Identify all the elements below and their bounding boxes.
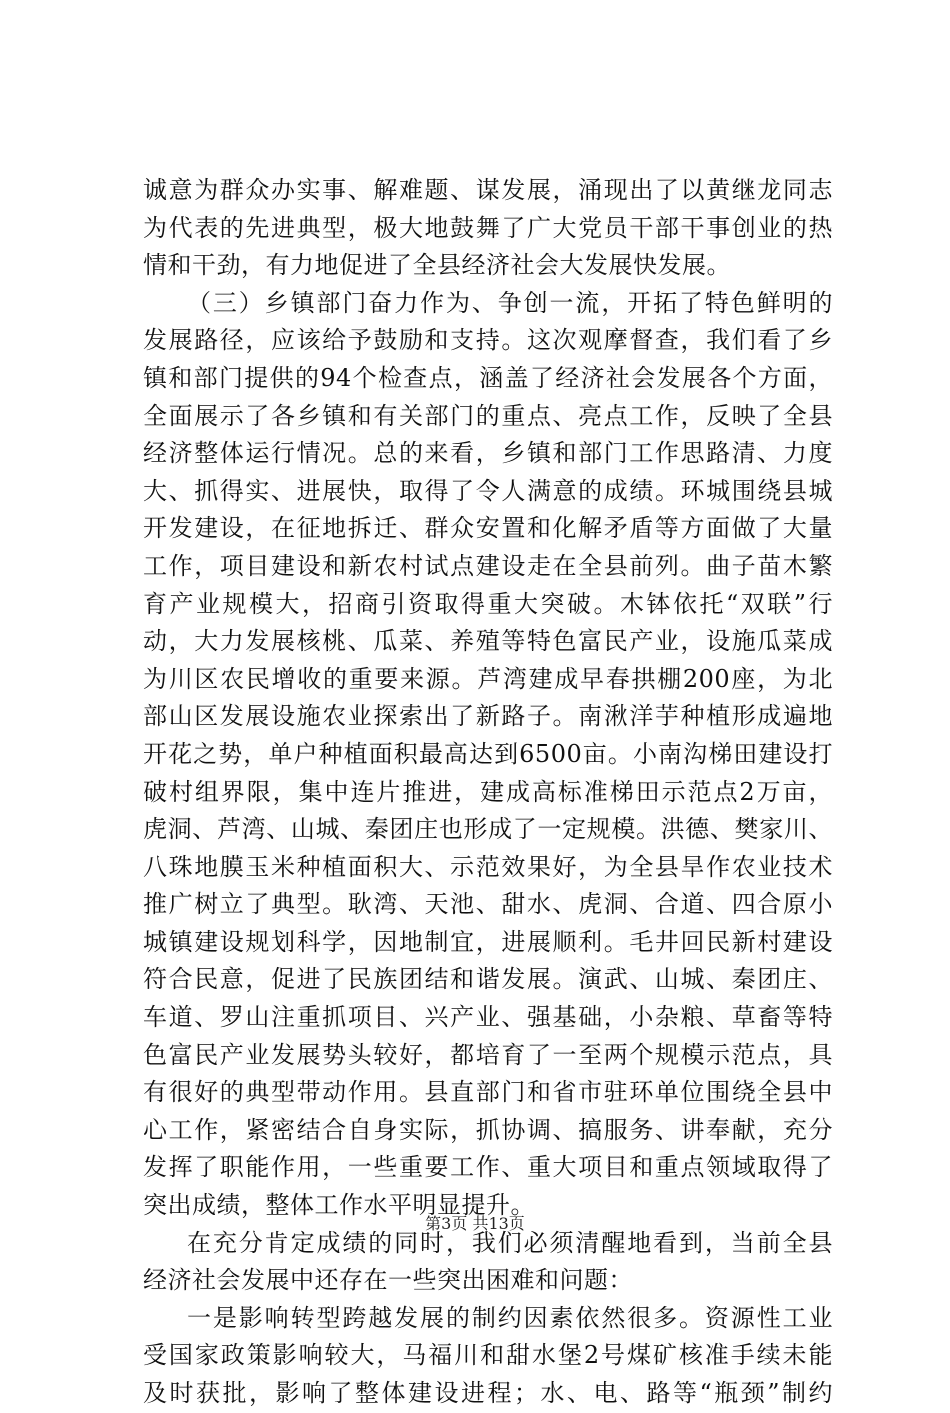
text-line: 符合民意，促进了民族团结和谐发展。演武、山城、秦团庄、 xyxy=(143,965,833,994)
text-line: 诚意为群众办实事、解难题、谋发展，涌现出了以黄继龙同志 xyxy=(143,176,833,204)
text-line: 心工作，紧密结合自身实际，抓协调、搞服务、讲奉献，充分 xyxy=(143,1115,833,1144)
text-line: （三）乡镇部门奋力作为、争创一流，开拓了特色鲜明的 xyxy=(187,288,833,317)
text-line: 工作，项目建设和新农村试点建设走在全县前列。曲子苗木繁 xyxy=(143,551,833,580)
text-line: 育产业规模大，招商引资取得重大突破。木钵依托“双联”行 xyxy=(143,589,833,618)
text-line: 推广树立了典型。耿湾、天池、甜水、虎洞、合道、四合原小 xyxy=(143,890,833,919)
text-line: 虎洞、芦湾、山城、秦团庄也形成了一定规模。洪德、樊家川、 xyxy=(143,815,833,844)
text-line: 经济社会发展中还存在一些突出困难和问题： xyxy=(143,1266,633,1295)
text-line: 破村组界限，集中连片推进，建成高标准梯田示范点2万亩， xyxy=(143,777,833,806)
text-line: 开花之势，单户种植面积最高达到6500亩。小南沟梯田建设打 xyxy=(143,739,833,768)
text-line: 情和干劲，有力地促进了全县经济社会大发展快发展。 xyxy=(143,251,731,280)
text-line: 受国家政策影响较大，马福川和甜水堡2号煤矿核准手续未能 xyxy=(143,1341,833,1370)
text-line: 为川区农民增收的重要来源。芦湾建成早春拱棚200座，为北 xyxy=(143,664,833,693)
text-line: 发挥了职能作用，一些重要工作、重大项目和重点领域取得了 xyxy=(143,1153,833,1182)
text-line: 经济整体运行情况。总的来看，乡镇和部门工作思路清、力度 xyxy=(143,439,833,468)
text-line: 全面展示了各乡镇和有关部门的重点、亮点工作，反映了全县 xyxy=(143,401,833,430)
text-line: 大、抓得实、进展快，取得了令人满意的成绩。环城围绕县城 xyxy=(143,476,833,505)
page-footer: 第3页 共13页 xyxy=(425,1214,525,1233)
text-line: 及时获批，影响了整体建设进程；水、电、路等“瓶颈”制约 xyxy=(143,1379,833,1407)
text-line: 镇和部门提供的94个检查点，涵盖了经济社会发展各个方面， xyxy=(143,363,833,392)
text-line: 动，大力发展核桃、瓜菜、养殖等特色富民产业，设施瓜菜成 xyxy=(143,627,833,656)
text-line: 为代表的先进典型，极大地鼓舞了广大党员干部干事创业的热 xyxy=(143,213,833,242)
text-line: 八珠地膜玉米种植面积大、示范效果好，为全县旱作农业技术 xyxy=(143,852,833,881)
text-line: 在充分肯定成绩的同时，我们必须清醒地看到，当前全县 xyxy=(187,1228,833,1257)
text-line: 突出成绩，整体工作水平明显提升。 xyxy=(143,1191,535,1220)
text-line: 色富民产业发展势头较好，都培育了一至两个规模示范点，具 xyxy=(143,1040,833,1069)
text-line: 发展路径，应该给予鼓励和支持。这次观摩督查，我们看了乡 xyxy=(143,326,833,355)
text-line: 一是影响转型跨越发展的制约因素依然很多。资源性工业 xyxy=(187,1303,833,1332)
text-line: 部山区发展设施农业探索出了新路子。南湫洋芋种植形成遍地 xyxy=(143,702,833,731)
text-line: 有很好的典型带动作用。县直部门和省市驻环单位围绕全县中 xyxy=(143,1078,833,1107)
text-line: 开发建设，在征地拆迁、群众安置和化解矛盾等方面做了大量 xyxy=(143,514,833,543)
text-line: 车道、罗山注重抓项目、兴产业、强基础，小杂粮、草畜等特 xyxy=(143,1003,833,1032)
text-line: 城镇建设规划科学，因地制宜，进展顺利。毛井回民新村建设 xyxy=(143,927,833,956)
